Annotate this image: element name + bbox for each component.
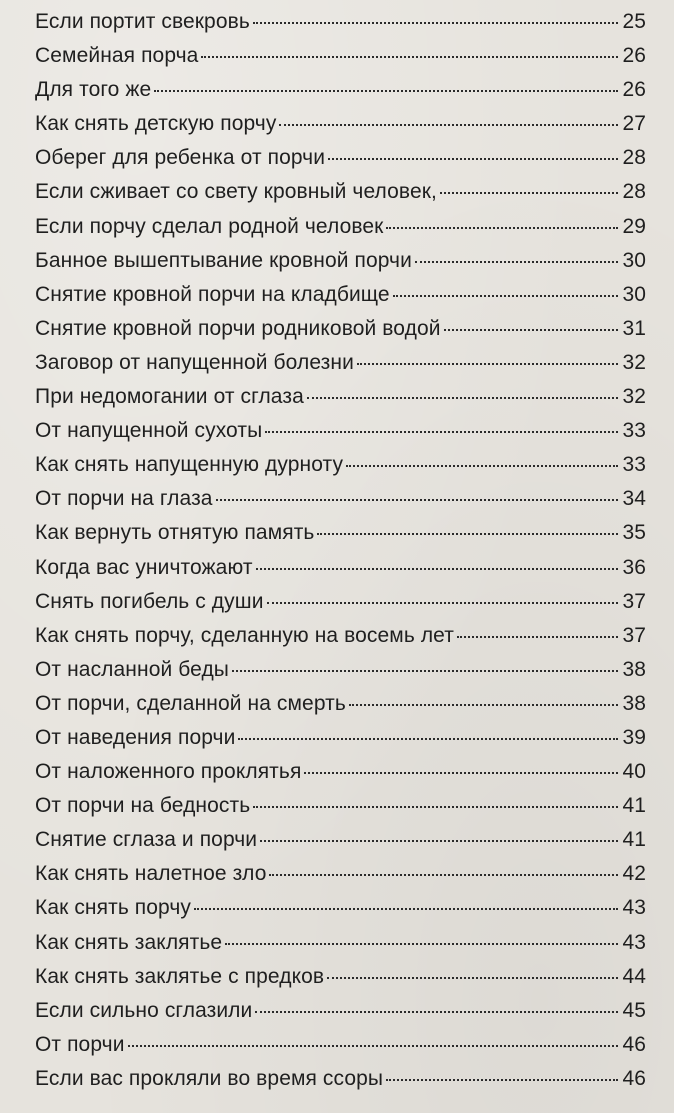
dot-leader <box>304 772 618 774</box>
dot-leader <box>232 670 618 672</box>
toc-entry <box>35 175 646 209</box>
toc-entry <box>35 5 646 39</box>
dot-leader <box>225 943 618 945</box>
table-of-contents <box>35 5 646 1096</box>
toc-entry-page-number: 41 <box>622 794 646 818</box>
dot-leader <box>349 704 618 706</box>
toc-entry-page-number: 37 <box>622 589 646 613</box>
toc-entry-title: От наложенного проклятья <box>35 760 302 784</box>
toc-entry-page-number: 35 <box>622 521 646 545</box>
toc-entry <box>35 960 646 994</box>
toc-entry-page-number: 27 <box>622 112 646 136</box>
toc-entry-title: Как снять детскую порчу <box>35 112 277 136</box>
toc-entry-page-number: 36 <box>622 555 646 579</box>
toc-entry <box>35 482 646 516</box>
toc-entry-title: Для того же <box>35 78 152 102</box>
toc-entry-title: Если вас прокляли во время ссоры <box>35 1066 384 1090</box>
toc-entry-title: От насланной беды <box>35 657 229 681</box>
toc-entry-page-number: 40 <box>622 760 646 784</box>
toc-entry-title: От напущенной сухоты <box>35 419 263 443</box>
dot-leader <box>253 22 618 24</box>
toc-entry-title: Снятие кровной порчи на кладбище <box>35 282 390 306</box>
toc-entry-page-number: 28 <box>622 146 646 170</box>
toc-entry <box>35 857 646 891</box>
dot-leader <box>269 874 618 876</box>
toc-entry <box>35 210 646 244</box>
dot-leader <box>386 227 618 229</box>
toc-entry <box>35 653 646 687</box>
toc-entry <box>35 380 646 414</box>
dot-leader <box>216 499 618 501</box>
dot-leader <box>128 1045 618 1047</box>
dot-leader <box>154 90 618 92</box>
toc-entry-title: Как снять заклятье с предков <box>35 964 325 988</box>
toc-entry-title: При недомогании от сглаза <box>35 385 304 409</box>
toc-entry-title: Банное вышептывание кровной порчи <box>35 248 412 272</box>
dot-leader <box>260 840 618 842</box>
toc-entry-page-number: 26 <box>622 78 646 102</box>
toc-entry-page-number: 33 <box>622 419 646 443</box>
toc-entry-title: От порчи <box>35 1032 125 1056</box>
toc-entry <box>35 516 646 550</box>
toc-entry <box>35 551 646 585</box>
toc-entry <box>35 141 646 175</box>
toc-entry-page-number: 31 <box>622 316 646 340</box>
toc-entry-page-number: 37 <box>622 623 646 647</box>
dot-leader <box>440 192 618 194</box>
toc-entry <box>35 994 646 1028</box>
dot-leader <box>317 533 618 535</box>
dot-leader <box>279 124 618 126</box>
toc-entry-page-number: 41 <box>622 828 646 852</box>
toc-entry-title: Как снять налетное зло <box>35 862 267 886</box>
dot-leader <box>328 158 618 160</box>
toc-entry-page-number: 28 <box>622 180 646 204</box>
toc-entry-title: От порчи на глаза <box>35 487 213 511</box>
toc-entry-page-number: 46 <box>622 1032 646 1056</box>
toc-entry <box>35 312 646 346</box>
toc-entry-title: Снять погибель с души <box>35 589 264 613</box>
dot-leader <box>444 329 618 331</box>
toc-entry <box>35 1062 646 1096</box>
toc-entry-title: Если порчу сделал родной человек <box>35 214 384 238</box>
toc-entry <box>35 448 646 482</box>
toc-entry-title: Оберег для ребенка от порчи <box>35 146 326 170</box>
toc-entry-title: Если сильно сглазили <box>35 998 253 1022</box>
dot-leader <box>201 56 618 58</box>
toc-entry-page-number: 25 <box>622 10 646 33</box>
dot-leader <box>415 261 618 263</box>
toc-entry-page-number: 26 <box>622 44 646 68</box>
toc-entry-page-number: 45 <box>622 998 646 1022</box>
toc-entry <box>35 278 646 312</box>
toc-entry-title: Как снять напущенную дурноту <box>35 453 344 477</box>
toc-entry-title: От порчи на бедность <box>35 794 251 818</box>
toc-entry-title: От наведения порчи <box>35 725 236 749</box>
toc-entry-title: Если портит свекровь <box>35 10 250 33</box>
toc-entry-page-number: 43 <box>622 930 646 954</box>
dot-leader <box>194 908 618 910</box>
toc-entry-title: Снятие кровной порчи родниковой водой <box>35 316 441 340</box>
toc-entry-page-number: 46 <box>622 1066 646 1090</box>
dot-leader <box>327 977 618 979</box>
toc-entry-title: Когда вас уничтожают <box>35 555 253 579</box>
dot-leader <box>457 636 618 638</box>
toc-entry-page-number: 33 <box>622 453 646 477</box>
toc-entry-title: Снятие сглаза и порчи <box>35 828 258 852</box>
dot-leader <box>256 568 618 570</box>
toc-entry-title: Как снять порчу <box>35 896 192 920</box>
toc-entry-title: Как вернуть отнятую память <box>35 521 315 545</box>
toc-entry-title: От порчи, сделанной на смерть <box>35 691 346 715</box>
dot-leader <box>267 602 618 604</box>
dot-leader <box>393 295 618 297</box>
toc-entry <box>35 414 646 448</box>
toc-entry-page-number: 30 <box>622 282 646 306</box>
toc-entry <box>35 721 646 755</box>
dot-leader <box>253 806 618 808</box>
dot-leader <box>255 1011 618 1013</box>
toc-entry-page-number: 38 <box>622 657 646 681</box>
toc-entry <box>35 244 646 278</box>
toc-entry <box>35 73 646 107</box>
dot-leader <box>307 397 618 399</box>
toc-entry-title: Заговор от напущенной болезни <box>35 350 354 374</box>
toc-entry-page-number: 30 <box>622 248 646 272</box>
toc-entry-page-number: 38 <box>622 691 646 715</box>
toc-entry <box>35 107 646 141</box>
dot-leader <box>357 363 618 365</box>
toc-entry <box>35 346 646 380</box>
toc-entry-page-number: 39 <box>622 725 646 749</box>
toc-entry <box>35 755 646 789</box>
toc-entry-title: Как снять заклятье <box>35 930 223 954</box>
toc-entry <box>35 823 646 857</box>
toc-entry <box>35 789 646 823</box>
toc-entry <box>35 39 646 73</box>
toc-entry-title: Как снять порчу, сделанную на восемь лет <box>35 623 454 647</box>
toc-entry-title: Семейная порча <box>35 44 199 68</box>
dot-leader <box>238 738 618 740</box>
toc-entry-page-number: 32 <box>622 350 646 374</box>
dot-leader <box>265 431 618 433</box>
toc-entry-title: Если сживает со свету кровный человек, <box>35 180 437 204</box>
toc-entry-page-number: 32 <box>622 385 646 409</box>
toc-entry <box>35 891 646 925</box>
toc-entry-page-number: 42 <box>622 862 646 886</box>
toc-entry-page-number: 44 <box>622 964 646 988</box>
toc-entry-page-number: 29 <box>622 214 646 238</box>
toc-entry-page-number: 43 <box>622 896 646 920</box>
toc-entry <box>35 687 646 721</box>
toc-entry <box>35 926 646 960</box>
toc-entry <box>35 585 646 619</box>
dot-leader <box>386 1079 618 1081</box>
toc-entry <box>35 1028 646 1062</box>
toc-entry <box>35 619 646 653</box>
dot-leader <box>346 465 618 467</box>
toc-entry-page-number: 34 <box>622 487 646 511</box>
